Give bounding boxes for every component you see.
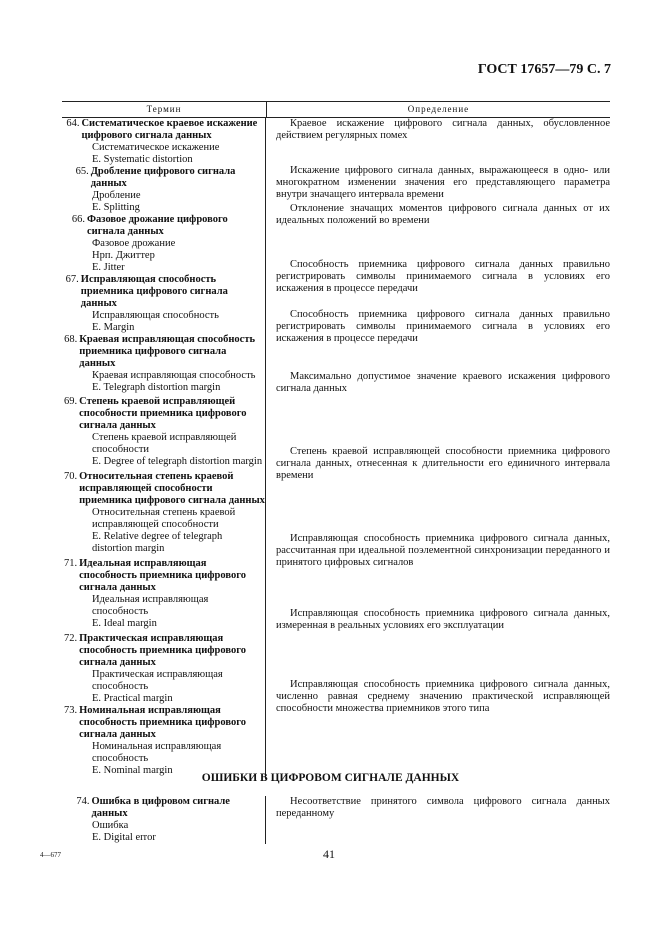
term-number: 70. xyxy=(64,471,78,482)
term-name: Ошибка в цифровом сигнале данных xyxy=(91,796,230,819)
term-entry xyxy=(64,471,265,558)
term-name: Идеальная исправляющая способность приемника цифрового сигнала данных xyxy=(79,558,246,593)
term-number: 68. xyxy=(64,334,78,345)
term-entry xyxy=(64,705,265,779)
col-term-header: Термин xyxy=(62,102,267,117)
term-definition: Исправляющая способность приемника цифрового сигнала данных, измеренная в реальных условиях его эксплуатации xyxy=(276,608,610,631)
term-title xyxy=(64,274,265,310)
term-number: 71. xyxy=(64,558,78,569)
term-definition: Несоответствие принятого символа цифрового сигнала данных переданному xyxy=(276,796,610,819)
term-definition: Искажение цифрового сигнала данных, выражающееся в одно- или многократном изменении значения его представляющего параметра внутри значащего интервала времени xyxy=(276,165,610,200)
term-number: 64. xyxy=(66,118,80,129)
term-title xyxy=(64,118,265,142)
term-synonym: Фазовое дрожание xyxy=(92,238,176,249)
term-entry xyxy=(64,558,265,633)
term-synonym: E. Relative degree of telegraph distortion margin xyxy=(92,531,223,554)
term-title xyxy=(64,796,265,820)
term-title xyxy=(64,471,265,507)
term-name: Фазовое дрожание цифрового сигнала данных xyxy=(87,214,228,237)
term-column xyxy=(62,118,266,779)
term-title xyxy=(64,633,265,669)
term-number: 67. xyxy=(65,274,79,285)
term-number: 72. xyxy=(64,633,78,644)
term-number: 73. xyxy=(64,705,78,716)
term-synonym: E. Practical margin xyxy=(92,693,173,704)
page-number: 41 xyxy=(323,847,335,861)
term-definition: Максимально допустимое значение краевого искажения цифрового сигнала данных xyxy=(276,371,610,394)
term-definition: Способность приемника цифрового сигнала данных правильно регистрировать символы принимаемого сигнала в условиях его искажения в процессе передачи xyxy=(276,259,610,294)
term-entry xyxy=(64,274,265,334)
term-number: 69. xyxy=(64,396,78,407)
term-synonym: E. Margin xyxy=(92,322,135,333)
term-entry xyxy=(64,118,265,166)
term-synonym: Относительная степень краевой исправляющей способности xyxy=(92,507,236,530)
footer-code: 4—677 xyxy=(40,851,61,859)
term-entry xyxy=(64,796,265,844)
term-definition: Отклонение значащих моментов цифрового сигнала данных от их идеальных положений во времени xyxy=(276,203,610,226)
term-number: 66. xyxy=(71,214,86,225)
term-synonym: E. Systematic distortion xyxy=(92,154,193,165)
term-title xyxy=(64,705,265,741)
term-synonym: E. Jitter xyxy=(92,262,125,273)
term-entry xyxy=(64,396,265,471)
table-header xyxy=(62,101,610,118)
section-title: ОШИБКИ В ЦИФРОВОМ СИГНАЛЕ ДАННЫХ xyxy=(201,772,460,784)
term-definition: Степень краевой исправляющей способности приемника цифрового сигнала данных, отнесенная к длительности его единичного интервала времени xyxy=(276,446,610,481)
term-title xyxy=(64,334,265,370)
term-synonym: Систематическое искажение xyxy=(92,142,220,153)
term-title xyxy=(64,166,265,190)
page-header: ГОСТ 17657—79 С. 7 xyxy=(477,62,611,77)
section-2 xyxy=(62,796,610,844)
term-entry xyxy=(64,214,265,274)
term-definition: Способность приемника цифрового сигнала данных правильно регистрировать символы принимаемого сигнала в условиях его искажения в процессе передачи xyxy=(276,309,610,344)
term-column xyxy=(62,796,266,844)
term-name: Номинальная исправляющая способность приемника цифрового сигнала данных xyxy=(79,705,246,740)
term-synonym: E. Telegraph distortion margin xyxy=(92,382,221,393)
term-synonym: Практическая исправляющая способность xyxy=(92,669,223,692)
term-definition: Краевое искажение цифрового сигнала данных, обусловленное действием регулярных помех xyxy=(276,118,610,141)
term-entry xyxy=(64,334,265,396)
term-name: Степень краевой исправляющей способности приемника цифрового сигнала данных xyxy=(79,396,247,431)
term-number: 65. xyxy=(75,166,89,177)
term-synonym: E. Splitting xyxy=(92,202,140,213)
definition-column xyxy=(266,796,610,844)
term-definition: Исправляющая способность приемника цифрового сигнала данных, численно равная среднему значению практической исправляющей способности множества приемников этого типа xyxy=(276,679,610,714)
term-entry xyxy=(64,633,265,705)
term-synonym: E. Degree of telegraph distortion margin xyxy=(92,456,263,467)
terms-table xyxy=(62,101,610,779)
term-title xyxy=(64,558,265,594)
term-entry xyxy=(64,166,265,214)
section-1 xyxy=(62,118,610,779)
term-name: Систематическое краевое искажение цифрового сигнала данных xyxy=(81,118,258,141)
term-definition: Исправляющая способность приемника цифрового сигнала данных, рассчитанная при идеальной поэлементной синхронизации переданного и принятого цифровых сигналов xyxy=(276,533,610,568)
term-synonym: Степень краевой исправляющей способности xyxy=(92,432,237,455)
term-name: Практическая исправляющая способность приемника цифрового сигнала данных xyxy=(79,633,246,668)
term-synonym: E. Digital error xyxy=(92,832,156,843)
term-synonym: Ошибка xyxy=(92,820,129,831)
term-name: Исправляющая способность приемника цифрового сигнала данных xyxy=(80,274,228,309)
term-title xyxy=(64,214,265,238)
terms-table-2 xyxy=(62,796,610,844)
definition-column xyxy=(266,118,610,779)
term-synonym: E. Ideal margin xyxy=(92,618,157,629)
term-number: 74. xyxy=(76,796,90,807)
term-synonym: Идеальная исправляющая способность xyxy=(92,594,209,617)
term-name: Относительная степень краевой исправляющей способности приемника цифрового сигнала данных xyxy=(79,471,265,506)
term-synonym: Краевая исправляющая способность xyxy=(92,370,256,381)
term-synonym: Исправляющая способность xyxy=(92,310,219,321)
col-def-header: Определение xyxy=(407,104,470,114)
term-name: Дробление цифрового сигнала данных xyxy=(90,166,236,189)
term-synonym: E. Nominal margin xyxy=(92,765,173,776)
term-title xyxy=(64,396,265,432)
term-synonym: Дробление xyxy=(92,190,141,201)
term-synonym: Номинальная исправляющая способность xyxy=(92,741,222,764)
term-name: Краевая исправляющая способность приемника цифрового сигнала данных xyxy=(79,334,256,369)
term-synonym: Нрп. Джиттер xyxy=(92,250,155,261)
